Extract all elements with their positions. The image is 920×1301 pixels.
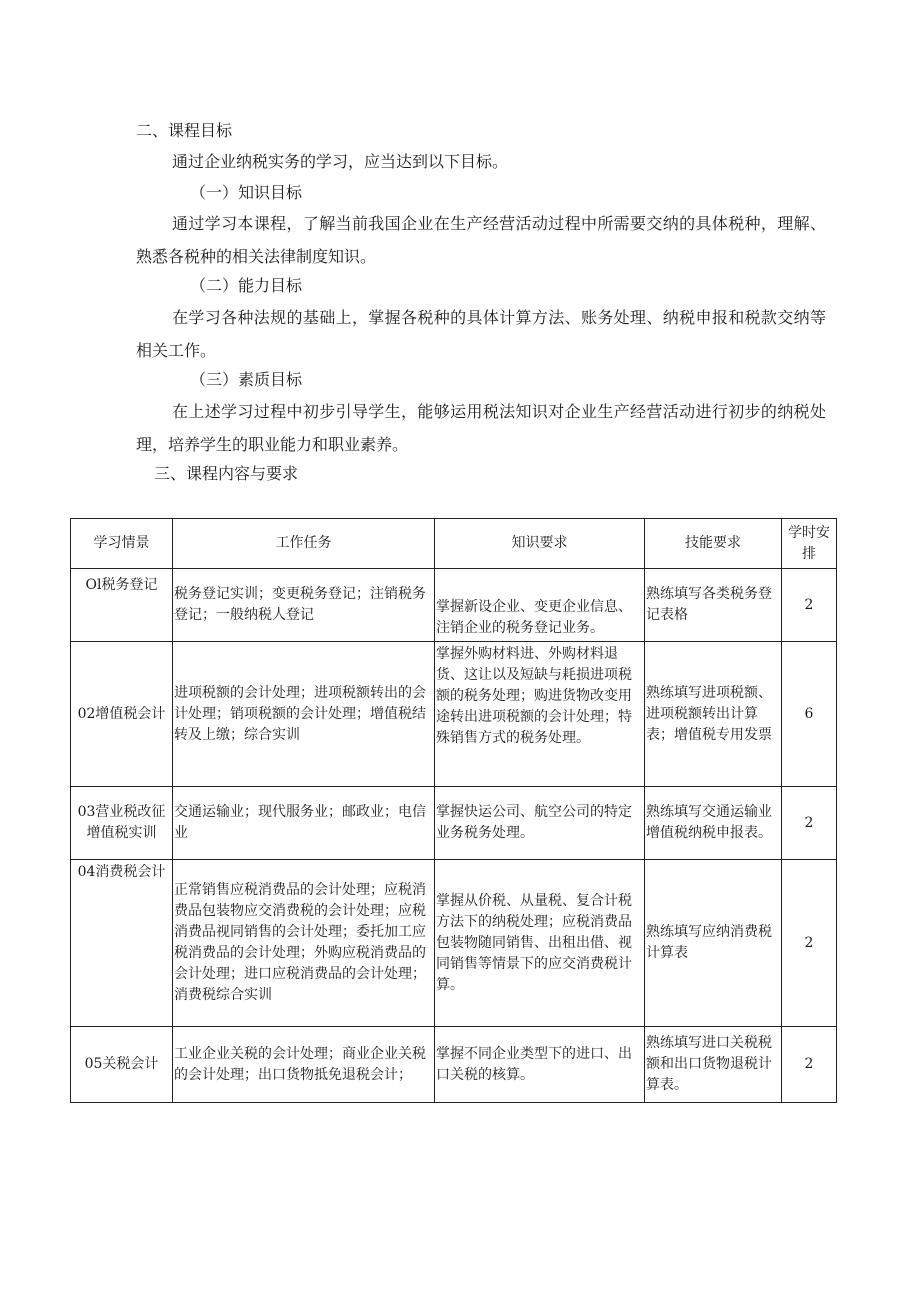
row-skill: 熟练填写各类税务登记表格 bbox=[645, 569, 782, 642]
row-skill: 熟练填写进项税额、进项税额转出计算表；增值税专用发票 bbox=[645, 642, 782, 787]
row-task: 交通运输业；现代服务业；邮政业；电信业 bbox=[173, 787, 435, 860]
row-knowledge: 掌握外购材料进、外购材料退货、这让以及短缺与耗损进项税额的税务处理；购进货物改变用途转出进项税额的会计处理；特殊销售方式的税务处理。 bbox=[435, 642, 645, 787]
table-row bbox=[71, 642, 837, 787]
row-hours: 6 bbox=[782, 642, 837, 787]
ability-goal-text: 在学习各种法规的基础上，掌握各税种的具体计算方法、账务处理、纳税申报和税款交纳等相关工作。 bbox=[136, 308, 826, 360]
course-content-table bbox=[70, 518, 837, 1103]
table-row bbox=[71, 569, 837, 642]
row-scenario: 05关税会计 bbox=[71, 1027, 173, 1103]
table-row bbox=[71, 860, 837, 1027]
header-skill: 技能要求 bbox=[645, 519, 782, 569]
row-skill: 熟练填写应纳消费税计算表 bbox=[645, 860, 782, 1027]
section2-heading: 二、课程目标 bbox=[136, 121, 233, 140]
row-knowledge: 掌握不同企业类型下的进口、出口关税的核算。 bbox=[435, 1027, 645, 1103]
row-skill: 熟练填写交通运输业增值税纳税申报表。 bbox=[645, 787, 782, 860]
row-scenario: 04消费税会计 bbox=[71, 860, 173, 1027]
row-scenario: 02增值税会计 bbox=[71, 642, 173, 787]
row-task: 工业企业关税的会计处理；商业企业关税的会计处理；出口货物抵免退税会计； bbox=[173, 1027, 435, 1103]
row-hours: 2 bbox=[782, 860, 837, 1027]
header-task: 工作任务 bbox=[173, 519, 435, 569]
knowledge-goal-heading: （一）知识目标 bbox=[190, 183, 303, 202]
quality-goal-heading: （三）素质目标 bbox=[190, 370, 303, 389]
ability-goal-heading: （二）能力目标 bbox=[190, 276, 303, 295]
row-hours: 2 bbox=[782, 569, 837, 642]
row-task: 正常销售应税消费品的会计处理；应税消费品包装物应交消费税的会计处理；应税消费品视同销售的会计处理；委托加工应税消费品的会计处理；外购应税消费品的会计处理；进口应税消费品的会计处理；消费税综合实训 bbox=[173, 860, 435, 1027]
row-knowledge: 掌握从价税、从量税、复合计税方法下的纳税处理；应税消费品包装物随同销售、出租出借、视同销售等情景下的应交消费税计算。 bbox=[435, 860, 645, 1027]
row-scenario: Ol税务登记 bbox=[71, 569, 173, 642]
row-hours: 2 bbox=[782, 787, 837, 860]
header-hours: 学时安排 bbox=[782, 519, 837, 569]
row-hours: 2 bbox=[782, 1027, 837, 1103]
table-header-row bbox=[71, 519, 837, 569]
knowledge-goal-text: 通过学习本课程，了解当前我国企业在生产经营活动过程中所需要交纳的具体税种，理解、熟悉各税种的相关法律制度知识。 bbox=[136, 214, 826, 266]
section2-intro: 通过企业纳税实务的学习，应当达到以下目标。 bbox=[172, 152, 509, 171]
row-task: 税务登记实训；变更税务登记；注销税务登记；一般纳税人登记 bbox=[173, 569, 435, 642]
table-row bbox=[71, 787, 837, 860]
section3-heading: 三、课程内容与要求 bbox=[154, 464, 299, 483]
row-knowledge: 掌握新设企业、变更企业信息、注销企业的税务登记业务。 bbox=[435, 569, 645, 642]
row-knowledge: 掌握快运公司、航空公司的特定业务税务处理。 bbox=[435, 787, 645, 860]
row-task: 进项税额的会计处理；进项税额转出的会计处理；销项税额的会计处理；增值税结转及上缴；综合实训 bbox=[173, 642, 435, 787]
table-row bbox=[71, 1027, 837, 1103]
header-knowledge: 知识要求 bbox=[435, 519, 645, 569]
row-skill: 熟练填写进口关税税额和出口货物退税计算表。 bbox=[645, 1027, 782, 1103]
quality-goal-text: 在上述学习过程中初步引导学生，能够运用税法知识对企业生产经营活动进行初步的纳税处理，培养学生的职业能力和职业素养。 bbox=[136, 402, 826, 454]
row-scenario: 03营业税改征增值税实训 bbox=[71, 787, 173, 860]
header-scenario: 学习情景 bbox=[71, 519, 173, 569]
